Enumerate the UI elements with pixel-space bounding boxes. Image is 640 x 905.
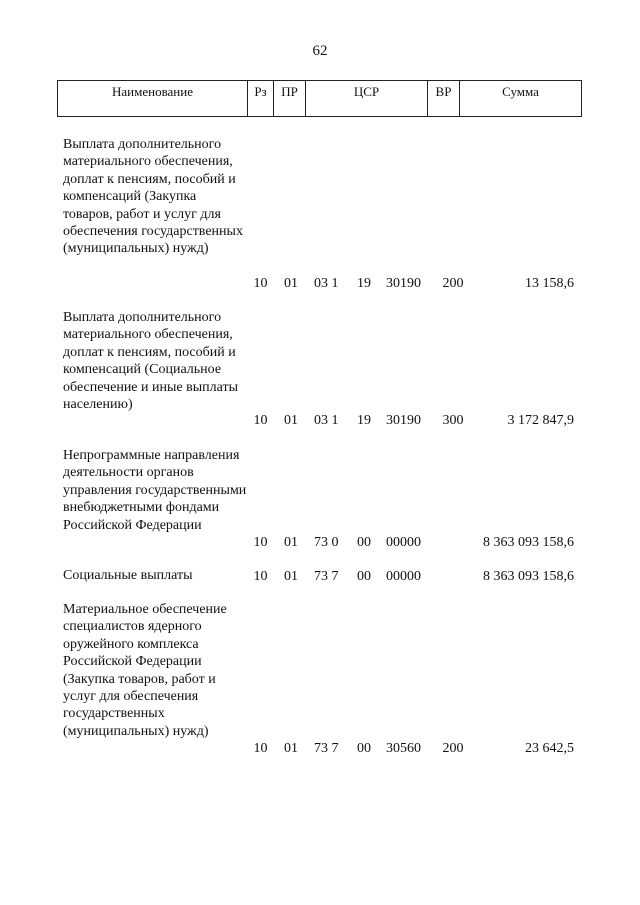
table-header bbox=[57, 80, 582, 117]
row-csr-direction: 30190 bbox=[386, 412, 421, 428]
row-vr: 200 bbox=[442, 740, 464, 756]
header-vr: ВР bbox=[428, 81, 460, 117]
page-number: 62 bbox=[312, 43, 328, 59]
row-rz: 10 bbox=[253, 412, 268, 428]
row-csr-main: 19 bbox=[357, 275, 371, 291]
row-csr-program: 73 7 bbox=[314, 568, 339, 584]
row-pr: 01 bbox=[284, 740, 298, 756]
row-name: Выплата дополнительного материального обеспечения, доплат к пенсиям, пособий и компенсаций (Социальное обеспечение и иные выплаты населению) bbox=[63, 310, 238, 413]
row-rz: 10 bbox=[253, 740, 268, 756]
row-sum: 23 642,5 bbox=[525, 740, 574, 756]
row-sum: 3 172 847,9 bbox=[507, 412, 574, 428]
row-csr-direction: 00000 bbox=[386, 568, 421, 584]
row-csr-direction: 30190 bbox=[386, 275, 421, 291]
row-csr-program: 73 7 bbox=[314, 740, 339, 756]
row-vr: 300 bbox=[442, 412, 464, 428]
header-csr: ЦСР bbox=[306, 81, 428, 117]
table-row bbox=[0, 567, 640, 585]
header-name: Наименование bbox=[58, 81, 248, 117]
row-name: Непрограммные направления деятельности органов управления государственными внебюджетными фондами Российской Федерации bbox=[63, 448, 247, 533]
row-csr-program: 03 1 bbox=[314, 412, 339, 428]
row-vr: 200 bbox=[442, 275, 464, 291]
row-rz: 10 bbox=[253, 275, 268, 291]
table-row bbox=[0, 309, 640, 429]
row-pr: 01 bbox=[284, 412, 298, 428]
table-row bbox=[0, 601, 640, 757]
row-csr-program: 03 1 bbox=[314, 275, 339, 291]
row-name: Выплата дополнительного материального обеспечения, доплат к пенсиям, пособий и компенсаций (Закупка товаров, работ и услуг для обеспечения государственных (муниципальных) нужд) bbox=[63, 137, 243, 257]
table-row bbox=[0, 136, 640, 292]
table-row bbox=[0, 447, 640, 551]
row-csr-main: 00 bbox=[357, 534, 371, 550]
row-csr-program: 73 0 bbox=[314, 534, 339, 550]
row-pr: 01 bbox=[284, 534, 298, 550]
row-rz: 10 bbox=[253, 534, 268, 550]
row-sum: 8 363 093 158,6 bbox=[483, 534, 574, 550]
row-csr-main: 00 bbox=[357, 740, 371, 756]
row-sum: 13 158,6 bbox=[525, 275, 574, 291]
header-sum: Сумма bbox=[460, 81, 582, 117]
row-csr-direction: 30560 bbox=[386, 740, 421, 756]
row-csr-direction: 00000 bbox=[386, 534, 421, 550]
row-name: Социальные выплаты bbox=[63, 568, 193, 583]
row-rz: 10 bbox=[253, 568, 268, 584]
row-csr-main: 00 bbox=[357, 568, 371, 584]
row-csr-main: 19 bbox=[357, 412, 371, 428]
header-pr: ПР bbox=[274, 81, 306, 117]
row-pr: 01 bbox=[284, 275, 298, 291]
header-rz: Рз bbox=[248, 81, 274, 117]
row-pr: 01 bbox=[284, 568, 298, 584]
row-name: Материальное обеспечение специалистов ядерного оружейного комплекса Российской Федерации (Закупка товаров, работ и услуг для обеспечения государственных (муниципальных) нужд) bbox=[63, 602, 227, 739]
row-sum: 8 363 093 158,6 bbox=[483, 568, 574, 584]
